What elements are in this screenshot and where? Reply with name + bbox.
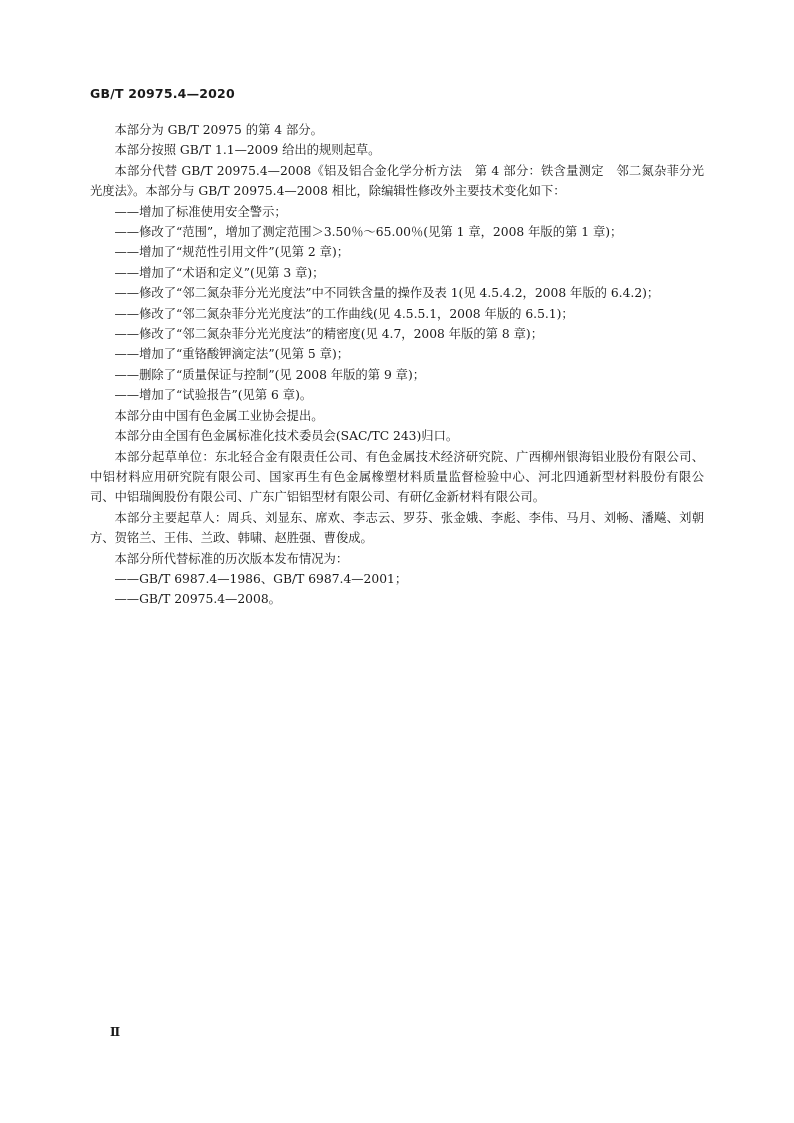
page-number: Ⅱ — [110, 1025, 121, 1039]
list-item: ——修改了“邻二氮杂菲分光光度法”的工作曲线(见 4.5.5.1，2008 年版的 6.5.1)； — [114, 306, 574, 321]
list-item: ——增加了“术语和定义”(见第 3 章)； — [114, 265, 325, 280]
list-item: ——增加了“重铬酸钾滴定法”(见第 5 章)； — [114, 347, 350, 362]
paragraph-drafting-units: 本部分起草单位：东北轻合金有限责任公司、有色金属技术经济研究院、广西柳州银海铝业股份有限公司、中铝材料应用研究院有限公司、国家再生有色金属橡塑材料质量监督检验中心、河北四通新型材料股份有限公司、中铝瑞闽股份有限公司、广东广铝铝型材有限公司、有研亿金新材料有限公司。 — [90, 449, 704, 505]
foreword-body — [90, 120, 704, 610]
history-item: ——GB/T 20975.4—2008。 — [114, 592, 281, 607]
list-item: ——修改了“邻二氮杂菲分光光度法”中不同铁含量的操作及表 1(见 4.5.4.2，2008 年版的 6.4.2)； — [114, 286, 660, 301]
paragraph-under-jurisdiction: 本部分由全国有色金属标准化技术委员会(SAC/TC 243)归口。 — [114, 429, 459, 444]
paragraph-replaces: 本部分代替 GB/T 20975.4—2008《铝及铝合金化学分析方法 第 4 部分：铁含量测定 邻二氮杂菲分光光度法》。本部分与 GB/T 20975.4—2008 相比，除编辑性修改外主要技术变化如下： — [90, 163, 704, 199]
list-item: ——删除了“质量保证与控制”(见 2008 年版的第 9 章)； — [114, 367, 426, 382]
list-item: ——修改了“范围”，增加了测定范围＞3.50％～65.00％(见第 1 章，2008 年版的第 1 章)； — [114, 225, 623, 240]
paragraph-drafters: 本部分主要起草人：周兵、刘显东、席欢、李志云、罗芬、张金娥、李彪、李伟、马月、刘畅、潘飚、刘朝方、贺铭兰、王伟、兰政、韩啸、赵胜强、曹俊成。 — [90, 510, 704, 546]
paragraph-part-of-series: 本部分为 GB/T 20975 的第 4 部分。 — [114, 123, 323, 137]
list-item: ——增加了“规范性引用文件”(见第 2 章)； — [114, 245, 350, 260]
paragraph-history-intro: 本部分所代替标准的历次版本发布情况为： — [114, 551, 349, 566]
list-item: ——修改了“邻二氮杂菲分光光度法”的精密度(见 4.7，2008 年版的第 8 章)； — [114, 327, 543, 342]
list-item: ——增加了“试验报告”(见第 6 章)。 — [114, 388, 313, 403]
standard-code-header: GB/T 20975.4—2020 — [90, 86, 235, 101]
history-item: ——GB/T 6987.4—1986、GB/T 6987.4—2001； — [114, 571, 408, 586]
paragraph-drafting-rules: 本部分按照 GB/T 1.1—2009 给出的规则起草。 — [114, 143, 381, 158]
paragraph-proposed-by: 本部分由中国有色金属工业协会提出。 — [114, 408, 324, 423]
list-item: ——增加了标准使用安全警示； — [114, 204, 287, 219]
